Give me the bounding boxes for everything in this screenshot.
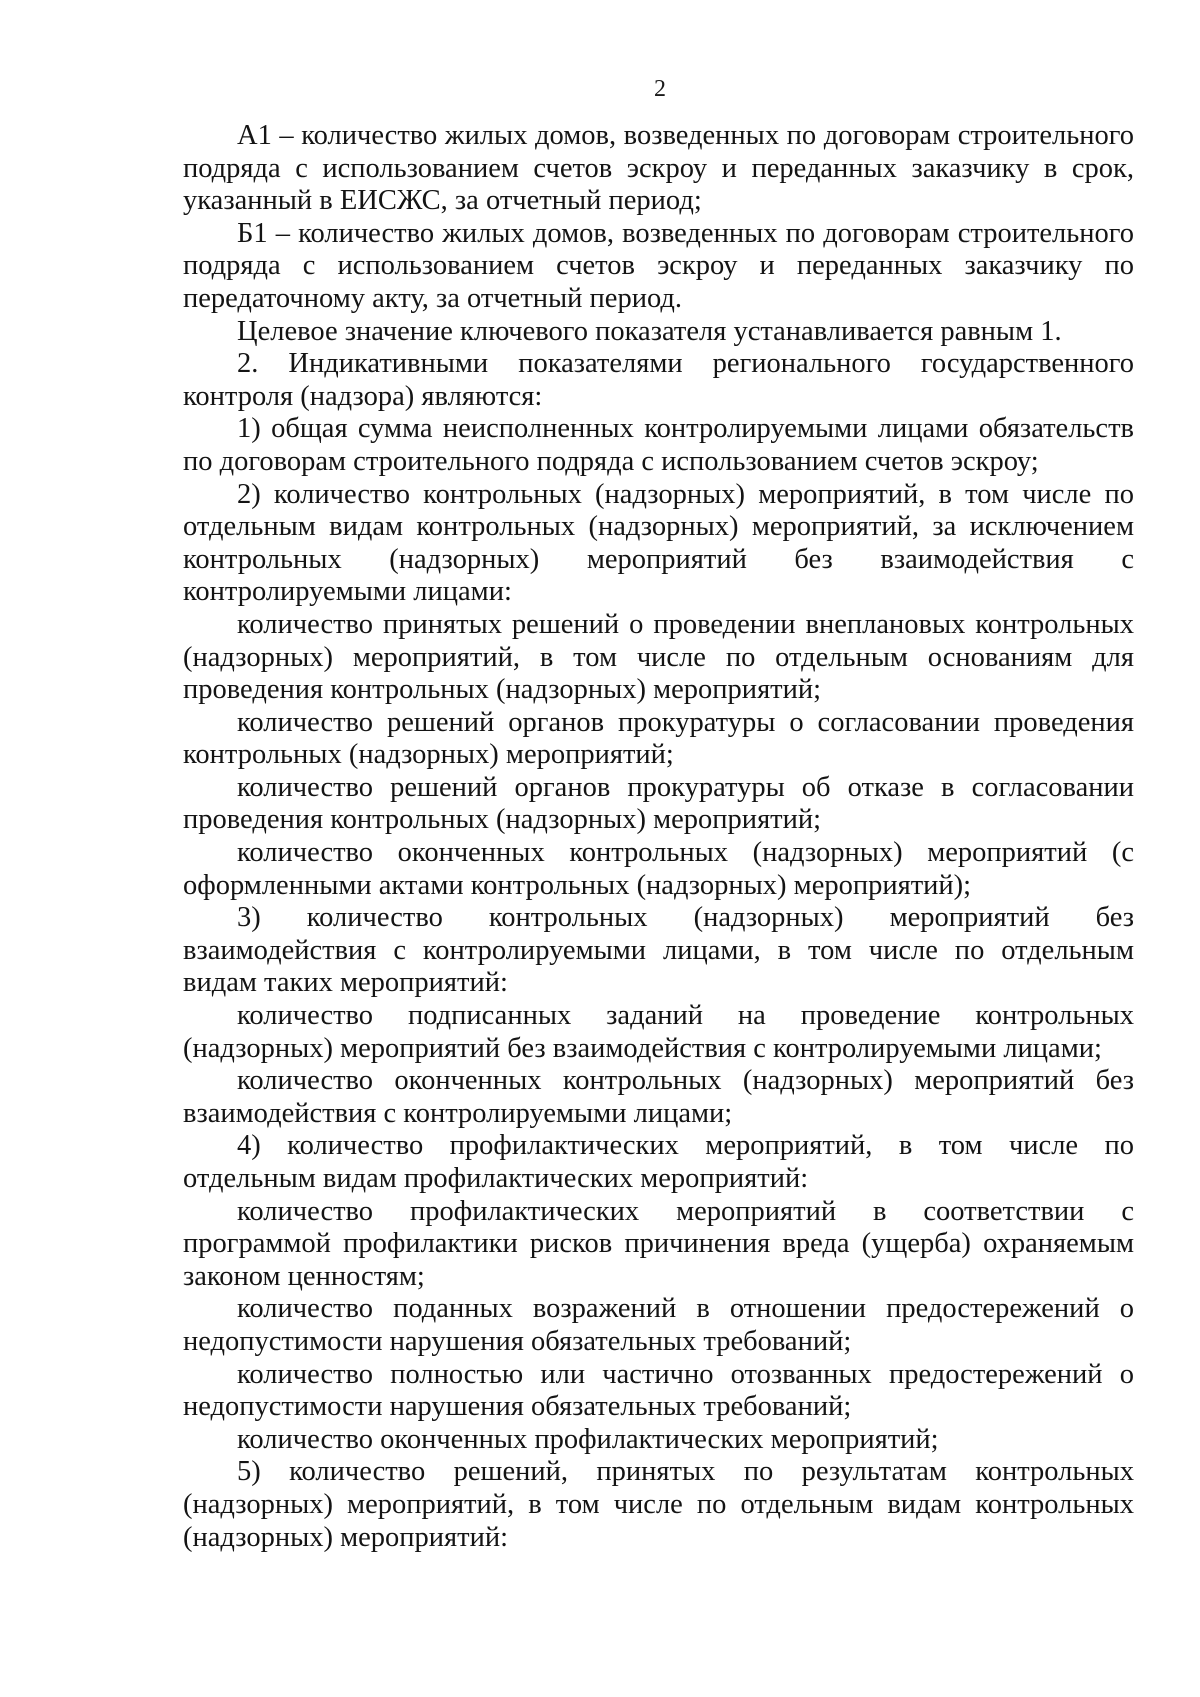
paragraph-item-4-sub-2: количество поданных возражений в отношении предостережений о недопустимости нарушения обязательных требований; (183, 1293, 1134, 1357)
paragraph-item-3-sub-2: количество оконченных контрольных (надзорных) мероприятий без взаимодействия с контролируемыми лицами; (183, 1065, 1134, 1129)
document-body (183, 120, 1134, 1554)
paragraph-item-4-sub-1: количество профилактических мероприятий в соответствии с программой профилактики рисков причинения вреда (ущерба) охраняемым законом ценностям; (183, 1195, 1134, 1292)
paragraph-item-3-sub-1: количество подписанных заданий на проведение контрольных (надзорных) мероприятий без взаимодействия с контролируемыми лицами; (183, 1000, 1134, 1064)
paragraph-item-2: 2) количество контрольных (надзорных) мероприятий, в том числе по отдельным видам контрольных (надзорных) мероприятий, за исключением контрольных (надзорных) мероприятий без взаимодействия с контролируемыми лицами: (183, 478, 1134, 608)
paragraph-item-4-sub-3: количество полностью или частично отозванных предостережений о недопустимости нарушения обязательных требований; (183, 1358, 1134, 1423)
paragraph-item-2-sub-3: количество решений органов прокуратуры об отказе в согласовании проведения контрольных (надзорных) мероприятий; (183, 771, 1134, 836)
paragraph-a1-definition: А1 – количество жилых домов, возведенных по договорам строительного подряда с использованием счетов эскроу и переданных заказчику в срок, указанный в ЕИСЖС, за отчетный период; (183, 120, 1134, 217)
paragraph-item-1: 1) общая сумма неисполненных контролируемыми лицами обязательств по договорам строительного подряда с использованием счетов эскроу; (183, 413, 1134, 477)
paragraph-item-2-sub-4: количество оконченных контрольных (надзорных) мероприятий (с оформленными актами контрольных (надзорных) мероприятий); (183, 837, 1134, 901)
paragraph-item-2-sub-1: количество принятых решений о проведении внеплановых контрольных (надзорных) мероприятий, в том числе по отдельным основаниям для проведения контрольных (надзорных) мероприятий; (183, 608, 1134, 706)
paragraph-section-2: 2. Индикативными показателями регионального государственного контроля (надзора) являются: (183, 348, 1134, 412)
paragraph-item-4: 4) количество профилактических мероприятий, в том числе по отдельным видам профилактических мероприятий: (183, 1130, 1134, 1194)
page-number: 2 (654, 76, 666, 102)
paragraph-b1-definition: Б1 – количество жилых домов, возведенных по договорам строительного подряда с использованием счетов эскроу и переданных заказчику по передаточному акту, за отчетный период. (183, 217, 1134, 314)
paragraph-item-4-sub-4: количество оконченных профилактических мероприятий; (237, 1423, 939, 1455)
paragraph-item-3: 3) количество контрольных (надзорных) мероприятий без взаимодействия с контролируемыми лицами, в том числе по отдельным видам таких мероприятий: (183, 902, 1134, 999)
paragraph-item-2-sub-2: количество решений органов прокуратуры о согласовании проведения контрольных (надзорных) мероприятий; (183, 706, 1134, 771)
paragraph-target-value: Целевое значение ключевого показателя устанавливается равным 1. (237, 315, 1062, 347)
paragraph-item-5: 5) количество решений, принятых по результатам контрольных (надзорных) мероприятий, в том числе по отдельным видам контрольных (надзорных) мероприятий: (183, 1456, 1134, 1553)
